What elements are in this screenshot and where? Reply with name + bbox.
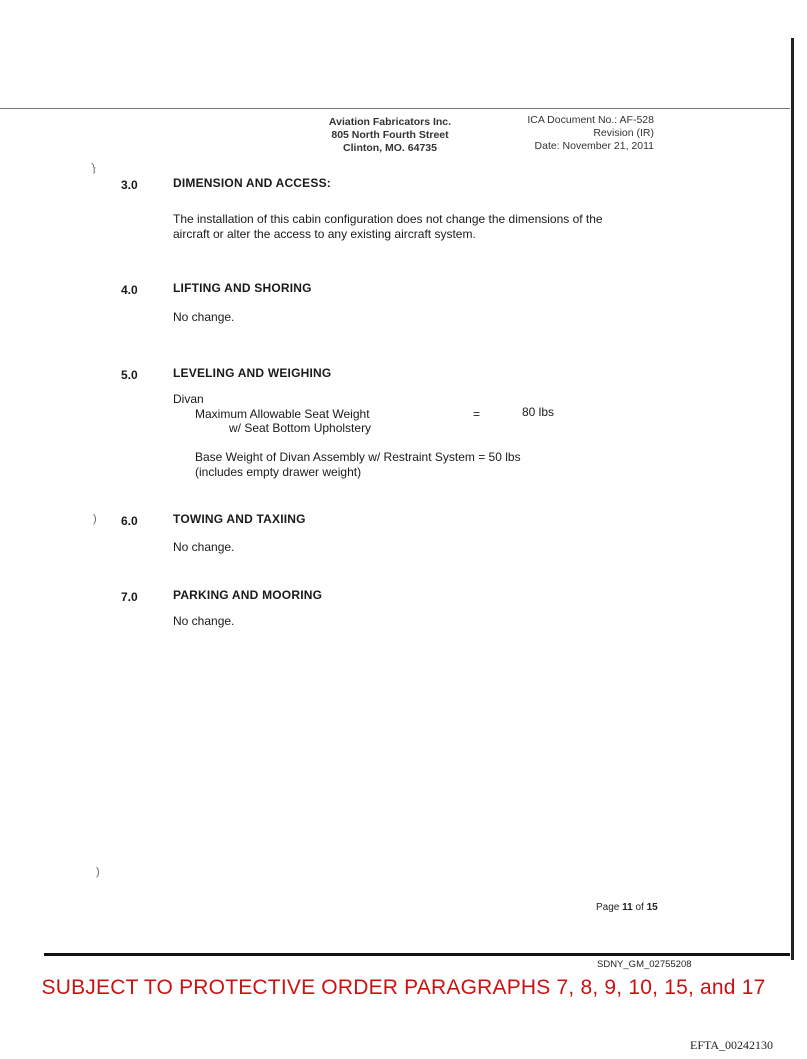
paragraph-line: The installation of this cabin configuration does not change the dimensions of the	[173, 212, 603, 226]
paragraph-line: No change.	[173, 540, 235, 554]
weighing-item-label: Divan	[173, 392, 204, 406]
max-seat-weight-label: Maximum Allowable Seat Weight	[195, 407, 370, 421]
max-seat-weight-sublabel: w/ Seat Bottom Upholstery	[229, 421, 372, 435]
section-number: 6.0	[121, 514, 138, 528]
equals-sign: =	[473, 407, 481, 421]
company-address-block	[290, 116, 490, 155]
company-name: Aviation Fabricators Inc.	[328, 116, 452, 128]
header-rule	[0, 108, 790, 109]
bates-number: SDNY_GM_02755208	[597, 959, 692, 970]
document-date: Date: November 21, 2011	[534, 140, 654, 152]
efta-number: EFTA_00242130	[690, 1038, 774, 1052]
section-heading: PARKING AND MOORING	[173, 588, 323, 602]
document-revision: Revision (IR)	[593, 127, 654, 139]
section-number: 7.0	[121, 590, 138, 604]
paragraph-line: No change.	[173, 614, 235, 628]
section-heading: TOWING AND TAXIING	[173, 512, 306, 526]
footer-rule	[44, 953, 790, 956]
stray-mark: )	[93, 513, 97, 525]
stray-mark: }	[90, 161, 97, 175]
section-heading: LIFTING AND SHORING	[173, 281, 312, 295]
base-weight-line: Base Weight of Divan Assembly w/ Restraint System = 50 lbs	[195, 450, 521, 464]
document-number: ICA Document No.: AF-528	[527, 114, 654, 126]
section-paragraph	[173, 212, 603, 242]
page-number: Page 11 of 15	[596, 902, 658, 913]
base-weight-line: (includes empty drawer weight)	[195, 465, 362, 479]
section-number: 5.0	[121, 368, 138, 382]
paragraph-line: No change.	[173, 310, 235, 324]
right-margin-rule	[791, 38, 794, 960]
protective-order-stamp: SUBJECT TO PROTECTIVE ORDER PARAGRAPHS 7, 8, 9, 10, 15, and 17	[41, 976, 766, 999]
base-weight-note	[195, 450, 521, 480]
section-number: 3.0	[121, 178, 138, 192]
company-street: 805 North Fourth Street	[331, 129, 449, 141]
section-number: 4.0	[121, 283, 138, 297]
stray-mark: )	[96, 866, 100, 878]
company-city: Clinton, MO. 64735	[343, 142, 437, 154]
paragraph-line: aircraft or alter the access to any existing aircraft system.	[173, 227, 476, 241]
section-heading: LEVELING AND WEIGHING	[173, 366, 332, 380]
section-heading: DIMENSION AND ACCESS:	[173, 176, 331, 190]
document-info-block	[478, 114, 654, 153]
max-seat-weight-value: 80 lbs	[522, 405, 555, 419]
